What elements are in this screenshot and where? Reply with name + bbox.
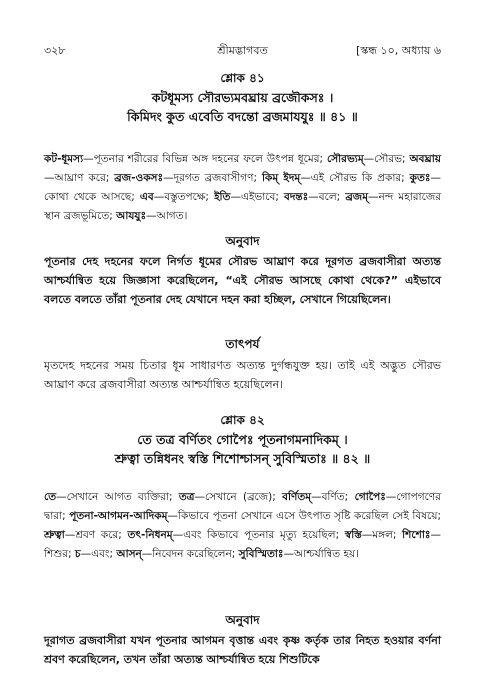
verse-42-translation-heading: অনুবাদ (225, 613, 260, 627)
verse-42-synonyms: তে—সেখানে আগত ব্যক্তিরা; তত্র—সেখানে (ব্রজে); বর্ণিতম্—বর্ণিত; গোপৈঃ—গোপগণের দ্বারা; পূতনা-আগমন-আদিকম্—কিভাবে পূতনা সেখানে এসে উৎপাত সৃষ্টি করেছিল সেই বিষয়ে; শ্রুত্বা—শ্রবণ করে; তৎ-নিধনম্—এবং কিভাবে পূতনার মৃত্যু হয়েছিল; স্বস্তি—মঙ্গল; শিশোঃ—শিশুর; চ—এবং; আসন্—নিবেদন করেছিলেন; সুবিস্মিতাঃ—আশ্চর্যান্বিত হয়। (44, 491, 441, 560)
verse-41-sanskrit (46, 88, 439, 126)
verse-41-purport: মৃতদেহ দহনের সময় চিতার ধূম সাধারণত অত্যন্ত দুর্গন্ধযুক্ত হয়। তাই এই অদ্ভুত সৌরভ আঘ্রাণ করে ব্রজবাসীরা অত্যন্ত আশ্চর্যান্বিত হয়েছিলেন। (44, 359, 441, 391)
verse-41-synonyms: কট-ধূমস্য—পূতনার শরীরের বিভিন্ন অঙ্গ দহনের ফলে উৎপন্ন ধূমের; সৌরভ্যম্—সৌরভ; অবঘ্রায়—আঘ্রাণ করে; ব্রজ-ওকসঃ—দূরগত ব্রজবাসীগণ; কিম্ ইদম্—এই সৌরভ কি প্রকার; কুতঃ—কোথা থেকে আসছে; এব—বস্তুতপক্ষে; ইতি—এইভাবে; বদন্তঃ—বলে; ব্রজম্—নন্দ মহারাজের স্থান ব্রজভূমিতে; আযযুঃ—আগত। (44, 153, 441, 222)
verse-41-purport-heading: তাৎপর্য (225, 337, 260, 351)
verse-42-label: শ্লোক ৪২ (220, 413, 265, 427)
verse-41-translation-heading: অনুবাদ (225, 234, 260, 248)
verse-41-translation: পূতনার দেহ দহনের ফলে নির্গত ধূমের সৌরভ আঘ্রাণ করে দূরগত ব্রজবাসীরা অত্যন্ত আশ্চর্যান্বিত হয়ে জিজ্ঞাসা করেছিলেন, “এই সৌরভ আসছে কোথা থেকে?” এইভাবে বলতে বলতে তাঁরা পূতনার দেহ যেখানে দহন করা হচ্ছিল, সেখানে গিয়েছিলেন। (44, 255, 441, 306)
verse-42-line-1: তে তত্র বর্ণিতং গোপৈঃ পূতনাগমনাদিকম্ । (137, 432, 348, 447)
chapter-reference: [স্কন্ধ ১০, অধ্যায় ৬ (356, 44, 441, 57)
page-number: ৩২৮ (44, 44, 66, 57)
verse-42-line-2: শ্রুত্বা তন্নিধনং স্বস্তি শিশোশ্চাসন্ সুবিস্মিতাঃ ॥ ৪২ ॥ (114, 451, 371, 466)
verse-42-translation: দূরাগত ব্রজবাসীরা যখন পূতনার আগমন বৃত্তান্ত এবং কৃষ্ণ কর্তৃক তার নিহত হওয়ার বর্ণনা শ্রবণ করেছিলেন, তখন তাঁরা অত্যন্ত আশ্চর্যান্বিত হয়ে শিশুটিকে (44, 634, 441, 666)
book-title: শ্রীমদ্ভাগবত (217, 44, 268, 57)
verse-41-label: শ্লোক ৪১ (220, 71, 265, 85)
verse-41-line-1: কটধূমস্য সৌরভ্যমবঘ্রায় ব্রজৌকসঃ । (151, 90, 334, 105)
verse-42-sanskrit (46, 430, 439, 468)
verse-41-line-2: কিমিদং কুত এবেতি বদন্তো ব্রজমাযযুঃ ॥ ৪১ ॥ (127, 109, 358, 124)
